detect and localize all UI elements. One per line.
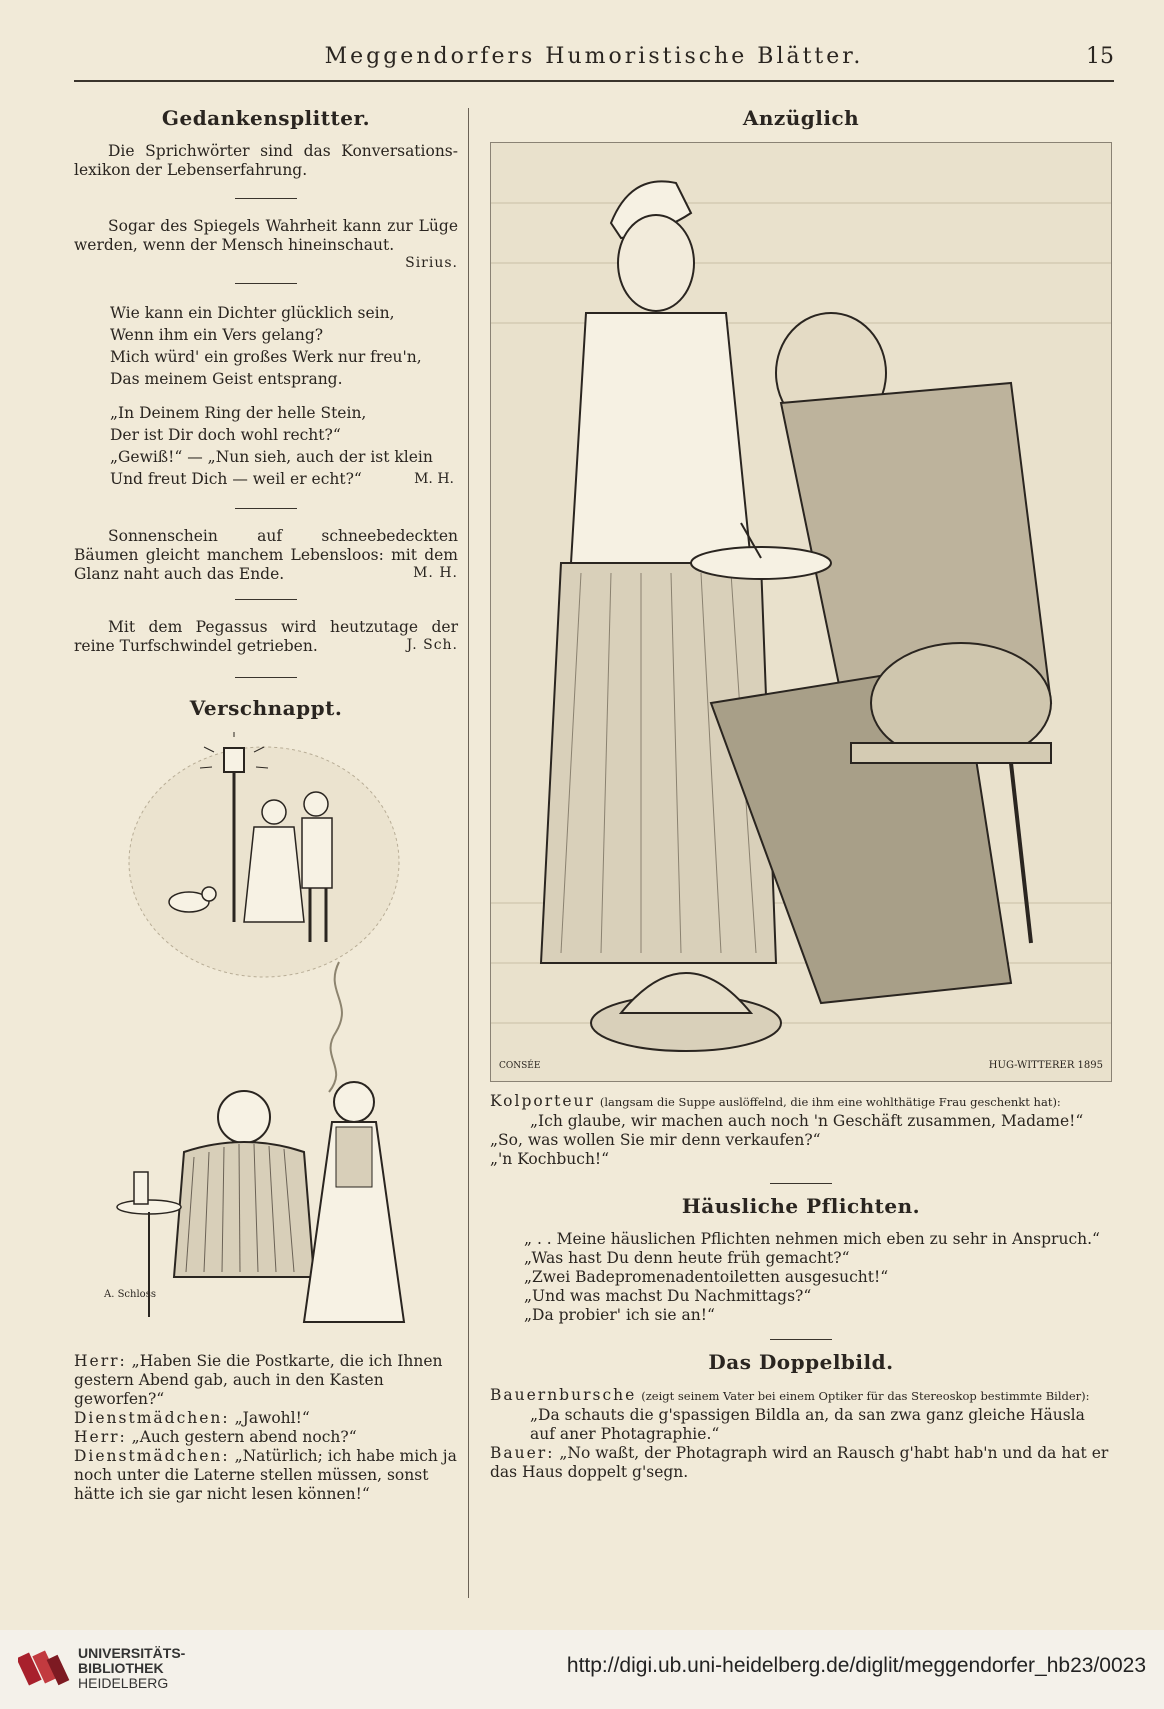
engraving-drawing xyxy=(491,143,1111,1081)
separator xyxy=(235,508,297,509)
dialog-line: Dienstmädchen: „Natürlich; ich habe mich ja noch unter die Laterne stellen müssen, sonst hätte ich sie gar nicht lesen können!“ xyxy=(74,1447,457,1503)
signature-mh: M. H. xyxy=(414,471,454,487)
separator xyxy=(235,283,297,284)
separator xyxy=(770,1339,832,1340)
dialog-line: „Da schauts die g'spassigen Bildla an, da san zwa ganz gleiche Häusla auf aner Photagraphie.“ xyxy=(530,1406,1085,1443)
dialog-line: „Da probier' ich sie an!“ xyxy=(524,1306,715,1324)
poem-line: Das meinem Geist entsprang. xyxy=(110,370,343,388)
section-title-verschnappt: Verschnappt. xyxy=(189,696,343,720)
signature-jsch: J. Sch. xyxy=(406,637,458,653)
poem-line: Wie kann ein Dichter glücklich sein, xyxy=(110,304,395,322)
aphorism-1: Die Sprichwörter sind das Konversations-lexikon der Lebenserfahrung. xyxy=(74,142,458,179)
left-column xyxy=(74,96,458,1504)
dialog-line: Bauer: „No waßt, der Photagraph wird an Rausch g'habt hab'n und da hat er das Haus doppelt g'segn. xyxy=(490,1444,1109,1481)
dialog-line: „So, was wollen Sie mir denn verkaufen?“ xyxy=(490,1131,821,1149)
dialog-line: Kolporteur (langsam die Suppe auslöffelnd, die ihm eine wohlthätige Frau geschenkt hat): xyxy=(490,1092,1061,1110)
cartoon-drawing xyxy=(74,732,456,1342)
dialog-line: Herr: „Haben Sie die Postkarte, die ich Ihnen gestern Abend gab, auch in den Kasten geworfen?“ xyxy=(74,1352,443,1408)
dialog-line: Herr: „Auch gestern abend noch?“ xyxy=(74,1428,357,1446)
illustration-verschnappt xyxy=(74,732,456,1342)
poem-line: Wenn ihm ein Vers gelang? xyxy=(110,326,324,344)
dialog-doppelbild xyxy=(490,1386,1112,1482)
dialog-line: „Und was machst Du Nachmittags?“ xyxy=(524,1287,812,1305)
section-title-anzueglich: Anzüglich xyxy=(742,106,860,130)
column-divider xyxy=(468,108,469,1598)
library-footer xyxy=(0,1630,1164,1709)
illustration-signature-right: HUG-WITTERER 1895 xyxy=(988,1060,1103,1071)
poem-1 xyxy=(74,302,458,390)
section-title-gedankensplitter: Gedankensplitter. xyxy=(161,106,371,130)
header-rule xyxy=(74,80,1114,82)
separator xyxy=(770,1183,832,1184)
aphorism-3: Sonnenschein auf schneebedeckten Bäumen gleicht manchem Lebensloos: mit dem Glanz naht auch das Ende. xyxy=(74,527,458,583)
separator xyxy=(235,198,297,199)
separator xyxy=(235,599,297,600)
dialog-haeusliche-pflichten xyxy=(490,1230,1112,1325)
poem-line: Der ist Dir doch wohl recht?“ xyxy=(110,426,341,444)
magazine-title: Meggendorfers Humoristische Blätter. xyxy=(324,44,864,69)
aphorism-2: Sogar des Spiegels Wahrheit kann zur Lüge werden, wenn der Mensch hineinschaut. xyxy=(74,217,458,254)
dialog-line: „Ich glaube, wir machen auch noch 'n Geschäft zusammen, Madame!“ xyxy=(530,1112,1084,1130)
poem-line: „In Deinem Ring der helle Stein, xyxy=(110,404,367,422)
section-title-doppelbild: Das Doppelbild. xyxy=(708,1350,894,1374)
dialog-line: Dienstmädchen: „Jawohl!“ xyxy=(74,1409,310,1427)
aphorism-4: Mit dem Pegassus wird heutzutage der reine Turfschwindel getrieben. xyxy=(74,618,458,655)
page-header xyxy=(74,44,1114,74)
library-logo-icon xyxy=(18,1644,70,1696)
dialog-line: „Zwei Badepromenadentoiletten ausgesucht!“ xyxy=(524,1268,889,1286)
dialog-line: Bauernbursche (zeigt seinem Vater bei einem Optiker für das Stereoskop bestimmte Bilder): xyxy=(490,1386,1090,1404)
poem-line: „Gewiß!“ — „Nun sieh, auch der ist klein xyxy=(110,448,433,466)
library-name: UNIVERSITÄTS- BIBLIOTHEK HEIDELBERG xyxy=(78,1645,186,1691)
right-column xyxy=(490,96,1112,1482)
dialog-anzueglich xyxy=(490,1092,1112,1169)
dialog-line: „ . . Meine häuslichen Pflichten nehmen mich eben zu sehr in Anspruch.“ xyxy=(524,1230,1100,1248)
illustration-anzueglich xyxy=(490,142,1112,1082)
poem-line: Und freut Dich — weil er echt?“ M. H. xyxy=(110,470,454,488)
poem-line: Mich würd' ein großes Werk nur freu'n, xyxy=(110,348,422,366)
section-title-haeusliche-pflichten: Häusliche Pflichten. xyxy=(681,1194,921,1218)
dialog-line: „Was hast Du denn heute früh gemacht?“ xyxy=(524,1249,850,1267)
dialog-line: „'n Kochbuch!“ xyxy=(490,1150,610,1168)
dialog-verschnappt xyxy=(74,1352,458,1504)
poem-2 xyxy=(74,402,458,490)
signature-mh-2: M. H. xyxy=(413,565,458,581)
source-url-link[interactable]: http://digi.ub.uni-heidelberg.de/diglit/meggendorfer_hb23/0023 xyxy=(566,1654,1146,1677)
illustration-signature-left: CONSÉE xyxy=(499,1061,541,1071)
svg-text:A. Schloss: A. Schloss xyxy=(104,1289,156,1300)
signature-sirius: Sirius. xyxy=(405,255,458,271)
separator xyxy=(235,677,297,678)
page-number: 15 xyxy=(1086,44,1114,69)
